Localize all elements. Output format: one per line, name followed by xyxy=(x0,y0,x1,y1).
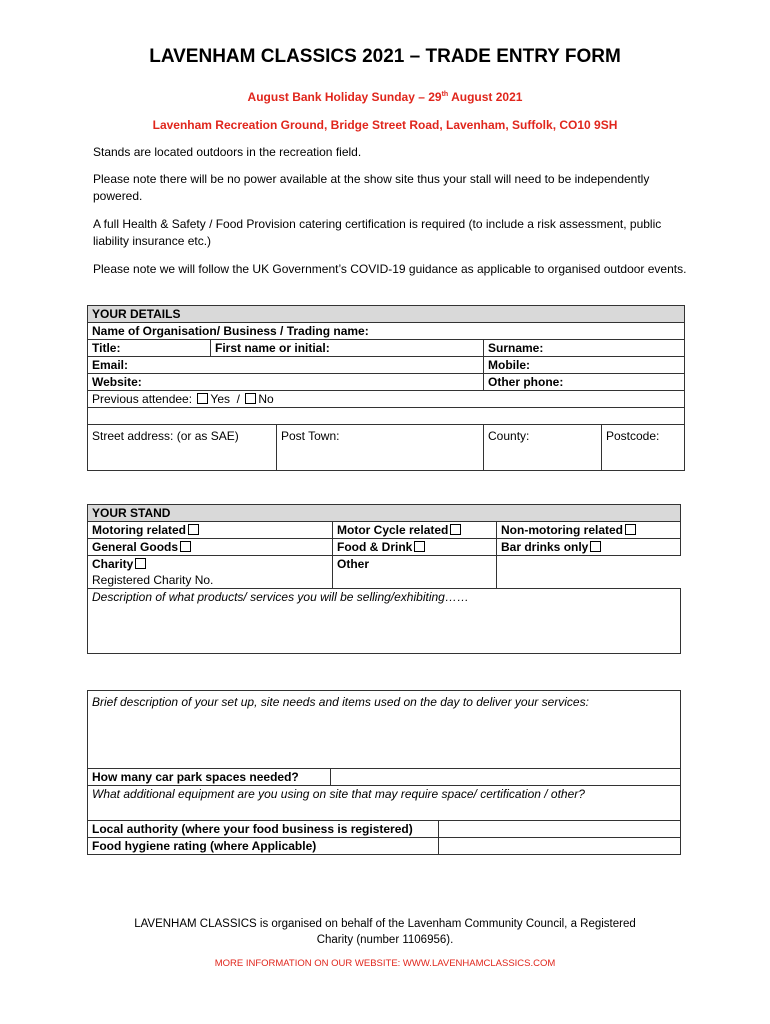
footer-note xyxy=(0,916,770,948)
car-park-label: How many car park spaces needed? xyxy=(88,769,331,786)
food-drink-option[interactable] xyxy=(333,539,497,556)
bar-drinks-checkbox[interactable] xyxy=(590,541,601,552)
hygiene-rating-input[interactable] xyxy=(439,838,681,855)
website-field[interactable]: Website: xyxy=(88,374,484,391)
food-drink-checkbox[interactable] xyxy=(414,541,425,552)
footer-line-1: LAVENHAM CLASSICS is organised on behalf of the Lavenham Community Council, a Registered xyxy=(134,918,636,930)
slash-separator: / xyxy=(236,392,241,406)
intro-paragraph-4: Please note we will follow the UK Government’s COVID-19 guidance as applicable to organised outdoor events. xyxy=(93,262,687,276)
motoring-option[interactable] xyxy=(88,522,333,539)
title-field[interactable]: Title: xyxy=(88,340,211,357)
motorcycle-checkbox[interactable] xyxy=(450,524,461,535)
surname-field[interactable]: Surname: xyxy=(484,340,685,357)
stand-heading: YOUR STAND xyxy=(88,505,681,522)
county-field[interactable]: County: xyxy=(484,425,602,471)
form-title: LAVENHAM CLASSICS 2021 – TRADE ENTRY FORM xyxy=(149,46,621,67)
intro-paragraph-3: A full Health & Safety / Food Provision catering certification is required (to include a risk assessment, public liability insurance etc.) xyxy=(93,217,662,248)
details-table xyxy=(87,305,685,471)
previous-attendee-row xyxy=(88,391,685,408)
stand-table xyxy=(87,504,681,654)
nonmotoring-option[interactable] xyxy=(497,522,681,539)
bar-drinks-label: Bar drinks only xyxy=(501,540,589,554)
bar-drinks-option[interactable] xyxy=(497,539,681,556)
no-label: No xyxy=(258,392,274,406)
equipment-field[interactable]: What additional equipment are you using on site that may require space/ certification / other? xyxy=(88,786,681,821)
postcode-field[interactable]: Postcode: xyxy=(602,425,685,471)
food-drink-label: Food & Drink xyxy=(337,540,413,554)
no-checkbox[interactable] xyxy=(245,393,256,404)
footer-line-2: Charity (number 1106956). xyxy=(316,934,454,946)
event-date xyxy=(0,90,770,104)
motoring-checkbox[interactable] xyxy=(188,524,199,535)
charity-number-label: Registered Charity No. xyxy=(92,573,214,587)
local-authority-input[interactable] xyxy=(439,821,681,838)
setup-description-field[interactable]: Brief description of your set up, site needs and items used on the day to deliver your services: xyxy=(88,691,681,769)
website-link[interactable]: MORE INFORMATION ON OUR WEBSITE: WWW.LAVENHAMCLASSICS.COM xyxy=(214,958,556,969)
intro-paragraph-2: Please note there will be no power available at the show site thus your stall will need to be independently powered. xyxy=(93,172,650,203)
event-venue: Lavenham Recreation Ground, Bridge Street Road, Lavenham, Suffolk, CO10 9SH xyxy=(152,118,618,132)
nonmotoring-checkbox[interactable] xyxy=(625,524,636,535)
yes-checkbox[interactable] xyxy=(197,393,208,404)
motorcycle-label: Motor Cycle related xyxy=(337,523,449,537)
date-text: August Bank Holiday Sunday – 29 xyxy=(247,90,442,104)
previous-attendee-label: Previous attendee: xyxy=(92,392,193,406)
motoring-label: Motoring related xyxy=(92,523,187,537)
org-name-field[interactable]: Name of Organisation/ Business / Trading name: xyxy=(88,323,685,340)
intro-paragraph-1: Stands are located outdoors in the recreation field. xyxy=(93,145,362,159)
date-text-end: August 2021 xyxy=(448,90,523,104)
description-field[interactable]: Description of what products/ services you will be selling/exhibiting…… xyxy=(88,589,681,654)
general-goods-label: General Goods xyxy=(92,540,179,554)
local-authority-label: Local authority (where your food business is registered) xyxy=(88,821,439,838)
yes-label: Yes xyxy=(210,392,230,406)
charity-label: Charity xyxy=(92,557,134,571)
email-field[interactable]: Email: xyxy=(88,357,484,374)
post-town-field[interactable]: Post Town: xyxy=(277,425,484,471)
charity-checkbox[interactable] xyxy=(135,558,146,569)
street-address-field[interactable]: Street address: (or as SAE) xyxy=(88,425,277,471)
hygiene-rating-label: Food hygiene rating (where Applicable) xyxy=(88,838,439,855)
setup-table xyxy=(87,690,681,855)
date-suffix: th xyxy=(441,91,449,98)
details-heading: YOUR DETAILS xyxy=(88,306,685,323)
general-goods-option[interactable] xyxy=(88,539,333,556)
mobile-field[interactable]: Mobile: xyxy=(484,357,685,374)
empty-cell xyxy=(497,556,681,589)
motorcycle-option[interactable] xyxy=(333,522,497,539)
nonmotoring-label: Non-motoring related xyxy=(501,523,623,537)
first-name-field[interactable]: First name or initial: xyxy=(211,340,484,357)
car-park-input[interactable] xyxy=(331,769,681,786)
general-goods-checkbox[interactable] xyxy=(180,541,191,552)
other-option[interactable]: Other xyxy=(333,556,497,589)
charity-option[interactable] xyxy=(88,556,333,589)
other-phone-field[interactable]: Other phone: xyxy=(484,374,685,391)
spacer-row xyxy=(88,408,685,425)
